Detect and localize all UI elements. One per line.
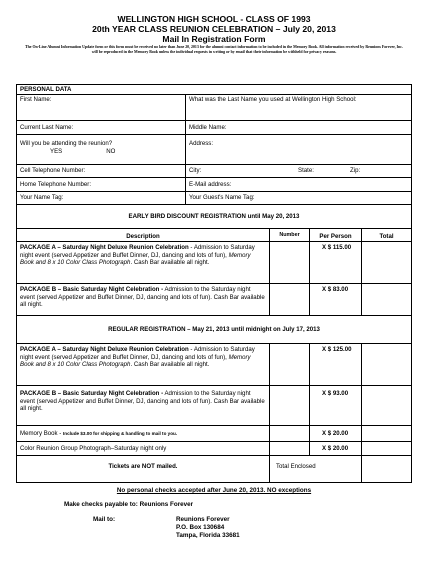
attending-label: Will you be attending the reunion? xyxy=(20,140,113,147)
guest-tag-field[interactable] xyxy=(185,192,411,205)
col-total: Total xyxy=(361,229,411,242)
email-label: E-Mail address: xyxy=(189,181,232,188)
early-pkg-b-body: Admission to the Saturday night event (served Appetizer and Buffet Dinner, DJ, dancing and lots of fun). Cash Bar available all night. xyxy=(20,286,265,308)
early-pkg-a-end: . Cash Bar available all night. xyxy=(130,259,210,266)
reg-pkg-a-end: . Cash Bar available all night. xyxy=(130,361,210,368)
registration-table xyxy=(16,84,412,483)
reg-pkg-b-number[interactable] xyxy=(269,386,309,426)
memory-book-label: Memory Book - xyxy=(20,430,64,437)
group-photo-row: Color Reunion Group Photograph–Saturday night only xyxy=(17,442,269,456)
guest-tag-label: Your Guest's Name Tag: xyxy=(189,194,255,201)
early-package-b xyxy=(17,284,269,316)
group-photo-price: X $ 20.00 xyxy=(309,442,361,456)
home-phone-field[interactable] xyxy=(17,178,185,192)
mail-address-line2: P.O. Box 130684 xyxy=(176,524,225,531)
early-pkg-a-title: PACKAGE A – Saturday Night Deluxe Reunion Celebration xyxy=(20,244,189,251)
memory-book-row xyxy=(17,426,269,442)
early-pkg-b-title: PACKAGE B – Basic Saturday Night Celebration - xyxy=(20,286,164,293)
mail-address-line1: Reunions Forever xyxy=(176,516,230,523)
reg-pkg-b-price: X $ 93.00 xyxy=(309,386,361,426)
early-pkg-a-total[interactable] xyxy=(361,242,411,284)
early-pkg-a-number[interactable] xyxy=(269,242,309,284)
address-label: Address: xyxy=(189,140,214,147)
first-name-field[interactable] xyxy=(17,95,185,121)
middle-name-field[interactable] xyxy=(185,121,411,135)
early-pkg-b-total[interactable] xyxy=(361,284,411,316)
mail-address-line3: Tampa, Florida 33681 xyxy=(176,532,240,539)
hs-last-name-label: What was the Last Name you used at Wellington High School: xyxy=(189,96,357,103)
early-package-a xyxy=(17,242,269,284)
hs-last-name-field[interactable] xyxy=(185,95,411,121)
reg-pkg-a-title: PACKAGE A – Saturday Night Deluxe Reunion Celebration xyxy=(20,346,189,353)
city-label: City: xyxy=(189,167,202,174)
cell-phone-label: Cell Telephone Number: xyxy=(20,167,86,174)
regular-package-b xyxy=(17,386,269,426)
col-per-person: Per Person xyxy=(309,229,361,242)
regular-title: REGULAR REGISTRATION – May 21, 2013 until midnight on July 17, 2013 xyxy=(17,316,411,344)
col-description: Description xyxy=(17,229,269,242)
yes-option[interactable]: YES xyxy=(50,147,63,155)
early-pkg-a-italic: Memory Book and 8 x 10 Color Class Photograph xyxy=(20,251,251,266)
cell-phone-field[interactable] xyxy=(17,165,185,178)
total-enclosed-value[interactable] xyxy=(361,456,411,482)
early-pkg-a-price: X $ 115.00 xyxy=(309,242,361,284)
group-photo-number[interactable] xyxy=(269,442,309,456)
reg-pkg-a-italic: Memory Book and 8 x 10 Color Class Photograph xyxy=(20,353,251,368)
current-last-name-label: Current Last Name: xyxy=(20,124,74,131)
home-phone-label: Home Telephone Number: xyxy=(20,181,92,188)
regular-package-a xyxy=(17,344,269,386)
current-last-name-field[interactable] xyxy=(17,121,185,135)
form-header xyxy=(0,14,428,55)
mail-to-label: Mail to: xyxy=(93,516,116,523)
early-pkg-b-number[interactable] xyxy=(269,284,309,316)
notice-text: The On-Line Alumni Information Update form or this form must be received no later than June 20, 2013 for the alumni contact information to be included in the Memory Book. All information received by Reunions Forever, Inc. will be reproduced in the Memory Book unless the individual requests in writing or by email that their information be withheld for privacy reasons. xyxy=(25,45,403,54)
city-state-zip-field[interactable] xyxy=(185,165,411,178)
payable-line: Make checks payable to: Reunions Forever xyxy=(64,501,194,508)
reg-pkg-b-body: Admission to the Saturday night event (served Appetizer and Buffet Dinner, DJ, dancing and lots of fun). Cash Bar available all night. xyxy=(20,390,265,412)
first-name-label: First Name: xyxy=(20,96,52,103)
personal-data-title: PERSONAL DATA xyxy=(17,85,411,95)
name-tag-label: Your Name Tag: xyxy=(20,194,64,201)
total-enclosed-label: Total Enclosed xyxy=(269,456,361,482)
name-tag-field[interactable] xyxy=(17,192,185,205)
middle-name-label: Middle Name: xyxy=(189,124,227,131)
not-mailed-note: Tickets are NOT mailed. xyxy=(108,463,178,470)
zip-label: Zip: xyxy=(350,167,361,174)
early-pkg-b-price: X $ 83.00 xyxy=(309,284,361,316)
early-pkg-a-body: - Admission to Saturday night event (served Appetizer and Buffet Dinner, DJ, dancing and lots of fun), xyxy=(20,244,255,259)
memory-book-note: Include $3.00 for shipping & handling to mail to you. xyxy=(63,431,178,436)
mail-address-block xyxy=(176,516,240,540)
reg-pkg-a-total[interactable] xyxy=(361,344,411,386)
address-field[interactable] xyxy=(185,135,411,165)
reg-pkg-b-total[interactable] xyxy=(361,386,411,426)
no-option[interactable]: NO xyxy=(106,147,116,155)
early-bird-title: EARLY BIRD DISCOUNT REGISTRATION until May 20, 2013 xyxy=(17,205,411,229)
no-checks-notice: No personal checks accepted after June 20, 2013. NO exceptions xyxy=(116,487,312,494)
school-title: WELLINGTON HIGH SCHOOL - CLASS OF 1993 xyxy=(117,14,311,24)
attending-field[interactable] xyxy=(17,135,185,165)
email-field[interactable] xyxy=(185,178,411,192)
memory-book-total[interactable] xyxy=(361,426,411,442)
col-number: Number xyxy=(269,229,309,242)
memory-book-price: X $ 20.00 xyxy=(309,426,361,442)
reg-pkg-a-number[interactable] xyxy=(269,344,309,386)
state-label: State: xyxy=(298,167,314,174)
memory-book-number[interactable] xyxy=(269,426,309,442)
event-title: 20th YEAR CLASS REUNION CELEBRATION – July 20, 2013 xyxy=(92,24,336,34)
form-title: Mail In Registration Form xyxy=(162,34,266,44)
reg-pkg-a-price: X $ 125.00 xyxy=(309,344,361,386)
group-photo-total[interactable] xyxy=(361,442,411,456)
reg-pkg-b-title: PACKAGE B – Basic Saturday Night Celebration - xyxy=(20,390,164,397)
reg-pkg-a-body: - Admission to Saturday night event (served Appetizer and Buffet Dinner, DJ, dancing and lots of fun), xyxy=(20,346,255,361)
